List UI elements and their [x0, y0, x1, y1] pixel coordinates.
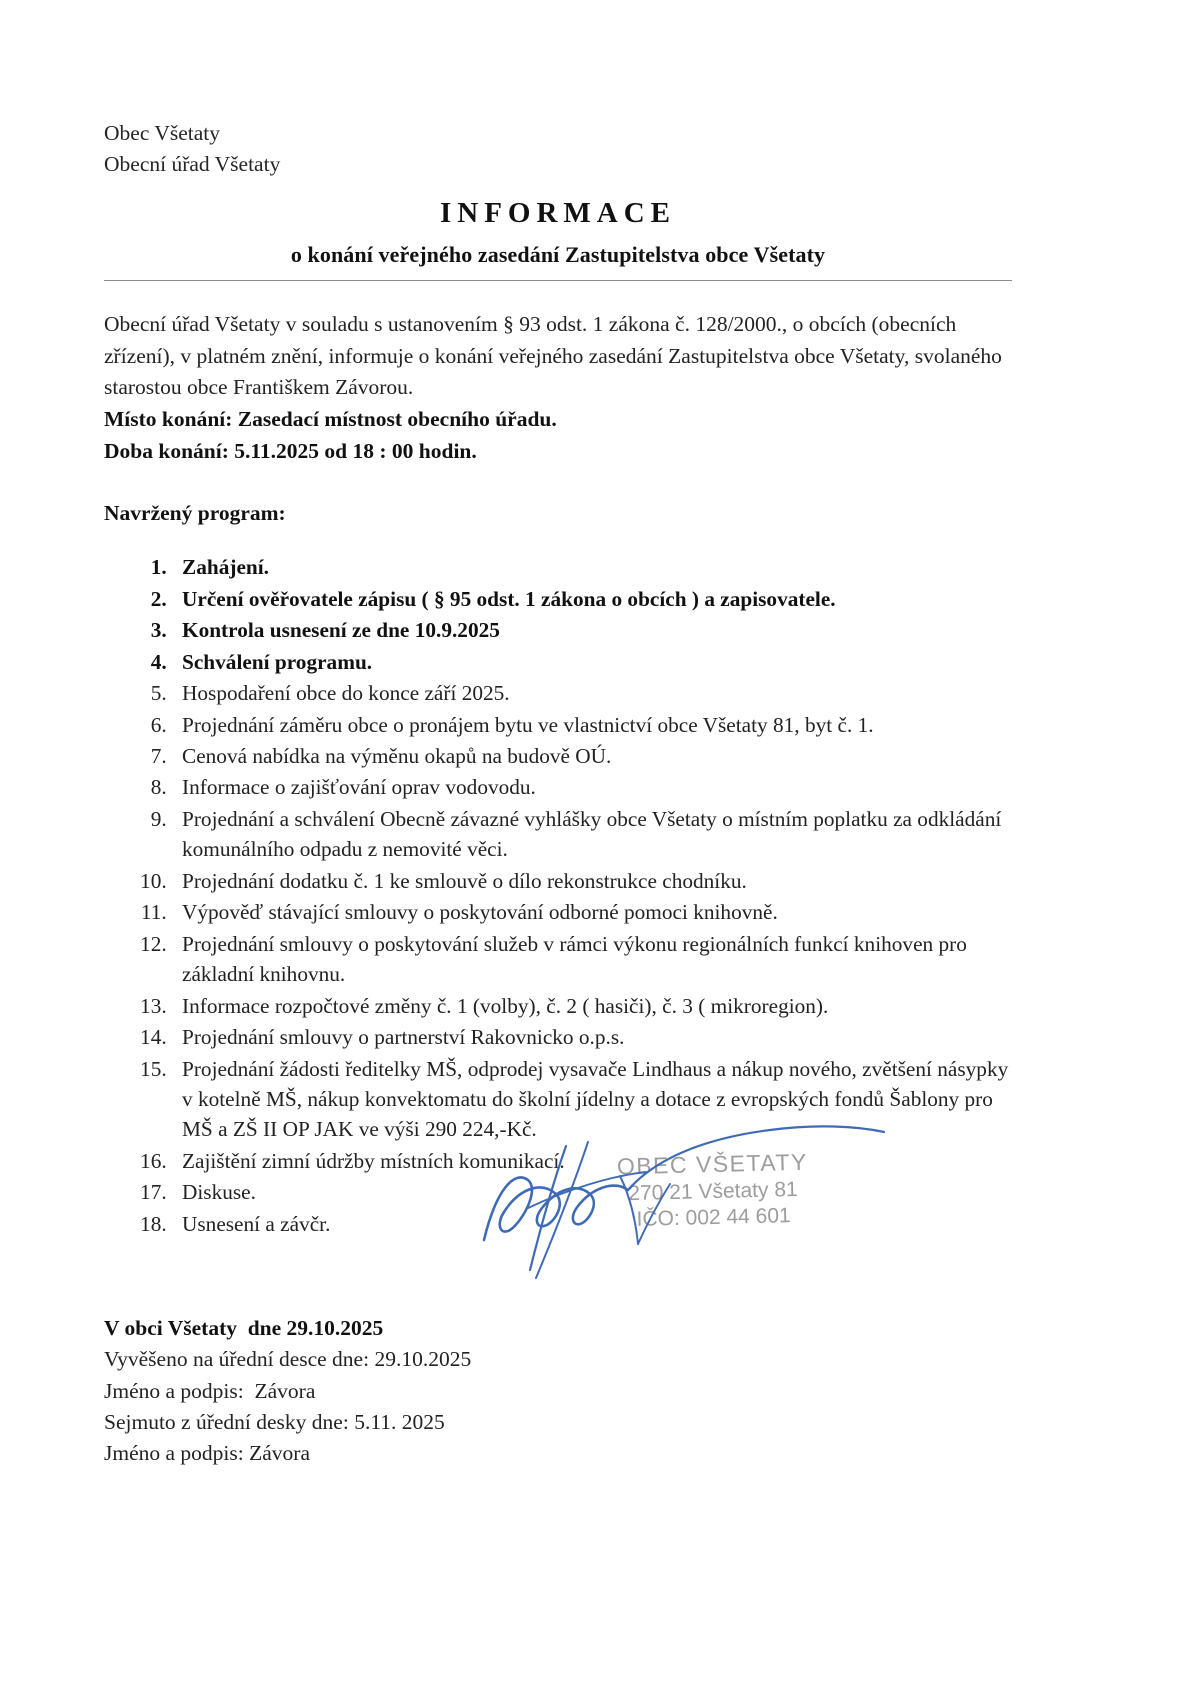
agenda-item: 11. Výpověď stávající smlouvy o poskytování odborné pomoci knihovně. — [172, 897, 1012, 927]
agenda-item: 12. Projednání smlouvy o poskytování služeb v rámci výkonu regionálních funkcí knihoven pro základní knihovnu. — [172, 929, 1012, 990]
agenda-item: 6. Projednání záměru obce o pronájem bytu ve vlastnictví obce Všetaty 81, byt č. 1. — [172, 710, 1012, 740]
agenda-item: 10. Projednání dodatku č. 1 ke smlouvě o dílo rekonstrukce chodníku. — [172, 866, 1012, 896]
intro-section — [104, 309, 1012, 467]
place-line: Místo konání: Zasedací místnost obecního úřadu. — [104, 407, 557, 432]
agenda-list — [104, 552, 1012, 1239]
title-divider — [104, 280, 1012, 281]
intro-paragraph: Obecní úřad Všetaty v souladu s ustanovením § 93 odst. 1 zákona č. 128/2000., o obcích (obecních zřízení), v platném znění, informuje o konání veřejného zasedání Zastupitelstva obce Všetaty, svolaného starostou obce Františkem Závorou. — [104, 312, 1002, 400]
agenda-item: 2. Určení ověřovatele zápisu ( § 95 odst. 1 zákona o obcích ) a zapisovatele. — [172, 584, 1012, 614]
page-subtitle: o konání veřejného zasedání Zastupitelstva obce Všetaty — [290, 242, 826, 268]
footer-place-date: V obci Všetaty dne 29.10.2025 — [104, 1316, 384, 1341]
letterhead — [104, 0, 1012, 179]
agenda-item: 17. Diskuse. — [172, 1177, 1012, 1207]
stamp-line-ico: IČO: 002 44 601 — [636, 1204, 791, 1231]
document-sheet — [104, 0, 1012, 1469]
agenda-item: 8. Informace o zajišťování oprav vodovodu. — [172, 772, 1012, 802]
stamp-line-address: 270 21 Všetaty 81 — [628, 1177, 798, 1206]
footer-posted-signer: Jméno a podpis: Závora — [104, 1378, 316, 1403]
agenda-item: 13. Informace rozpočtové změny č. 1 (volby), č. 2 ( hasiči), č. 3 ( mikroregion). — [172, 991, 1012, 1021]
agenda-item: 14. Projednání smlouvy o partnerství Rakovnicko o.p.s. — [172, 1022, 1012, 1052]
program-heading: Navržený program: — [104, 501, 286, 526]
agenda-item: 3. Kontrola usnesení ze dne 10.9.2025 — [172, 615, 1012, 645]
agenda-item: 4. Schválení programu. — [172, 647, 1012, 677]
letterhead-line-municipality: Obec Všetaty — [104, 121, 221, 145]
agenda-item: 7. Cenová nabídka na výměnu okapů na budově OÚ. — [172, 741, 1012, 771]
title-block — [104, 195, 1012, 281]
agenda-item: 1. Zahájení. — [172, 552, 1012, 582]
stamp-line-municipality: OBEC VŠETATY — [616, 1148, 809, 1180]
footer-removed-signer: Jméno a podpis: Závora — [104, 1440, 310, 1465]
agenda-item: 15. Projednání žádosti ředitelky MŠ, odprodej vysavače Lindhaus a nákup nového, zvětšení násypky v kotelně MŠ, nákup konvektomatu do školní jídelny a dotace z evropských fondů Šablony pro MŠ a ZŠ II OP JAK ve výši 290 224,-Kč. — [172, 1054, 1012, 1145]
agenda-item: 18. Usnesení a závčr. — [172, 1209, 1012, 1239]
letterhead-line-office: Obecní úřad Všetaty — [104, 151, 281, 176]
time-line: Doba konání: 5.11.2025 od 18 : 00 hodin. — [104, 438, 477, 463]
footer-removed-date: Sejmuto z úřední desky dne: 5.11. 2025 — [104, 1409, 445, 1434]
page-title: INFORMACE — [439, 197, 677, 230]
agenda-item: 5. Hospodaření obce do konce září 2025. — [172, 678, 1012, 708]
agenda-item: 9. Projednání a schválení Obecně závazné vyhlášky obce Všetaty o místním poplatku za odkládání komunálního odpadu z nemovité věci. — [172, 804, 1012, 865]
footer-block — [104, 1313, 1012, 1469]
footer-posted-date: Vyvěšeno na úřední desce dne: 29.10.2025 — [104, 1347, 472, 1372]
agenda-item: 16. Zajištění zimní údržby místních komunikací. — [172, 1146, 1012, 1176]
